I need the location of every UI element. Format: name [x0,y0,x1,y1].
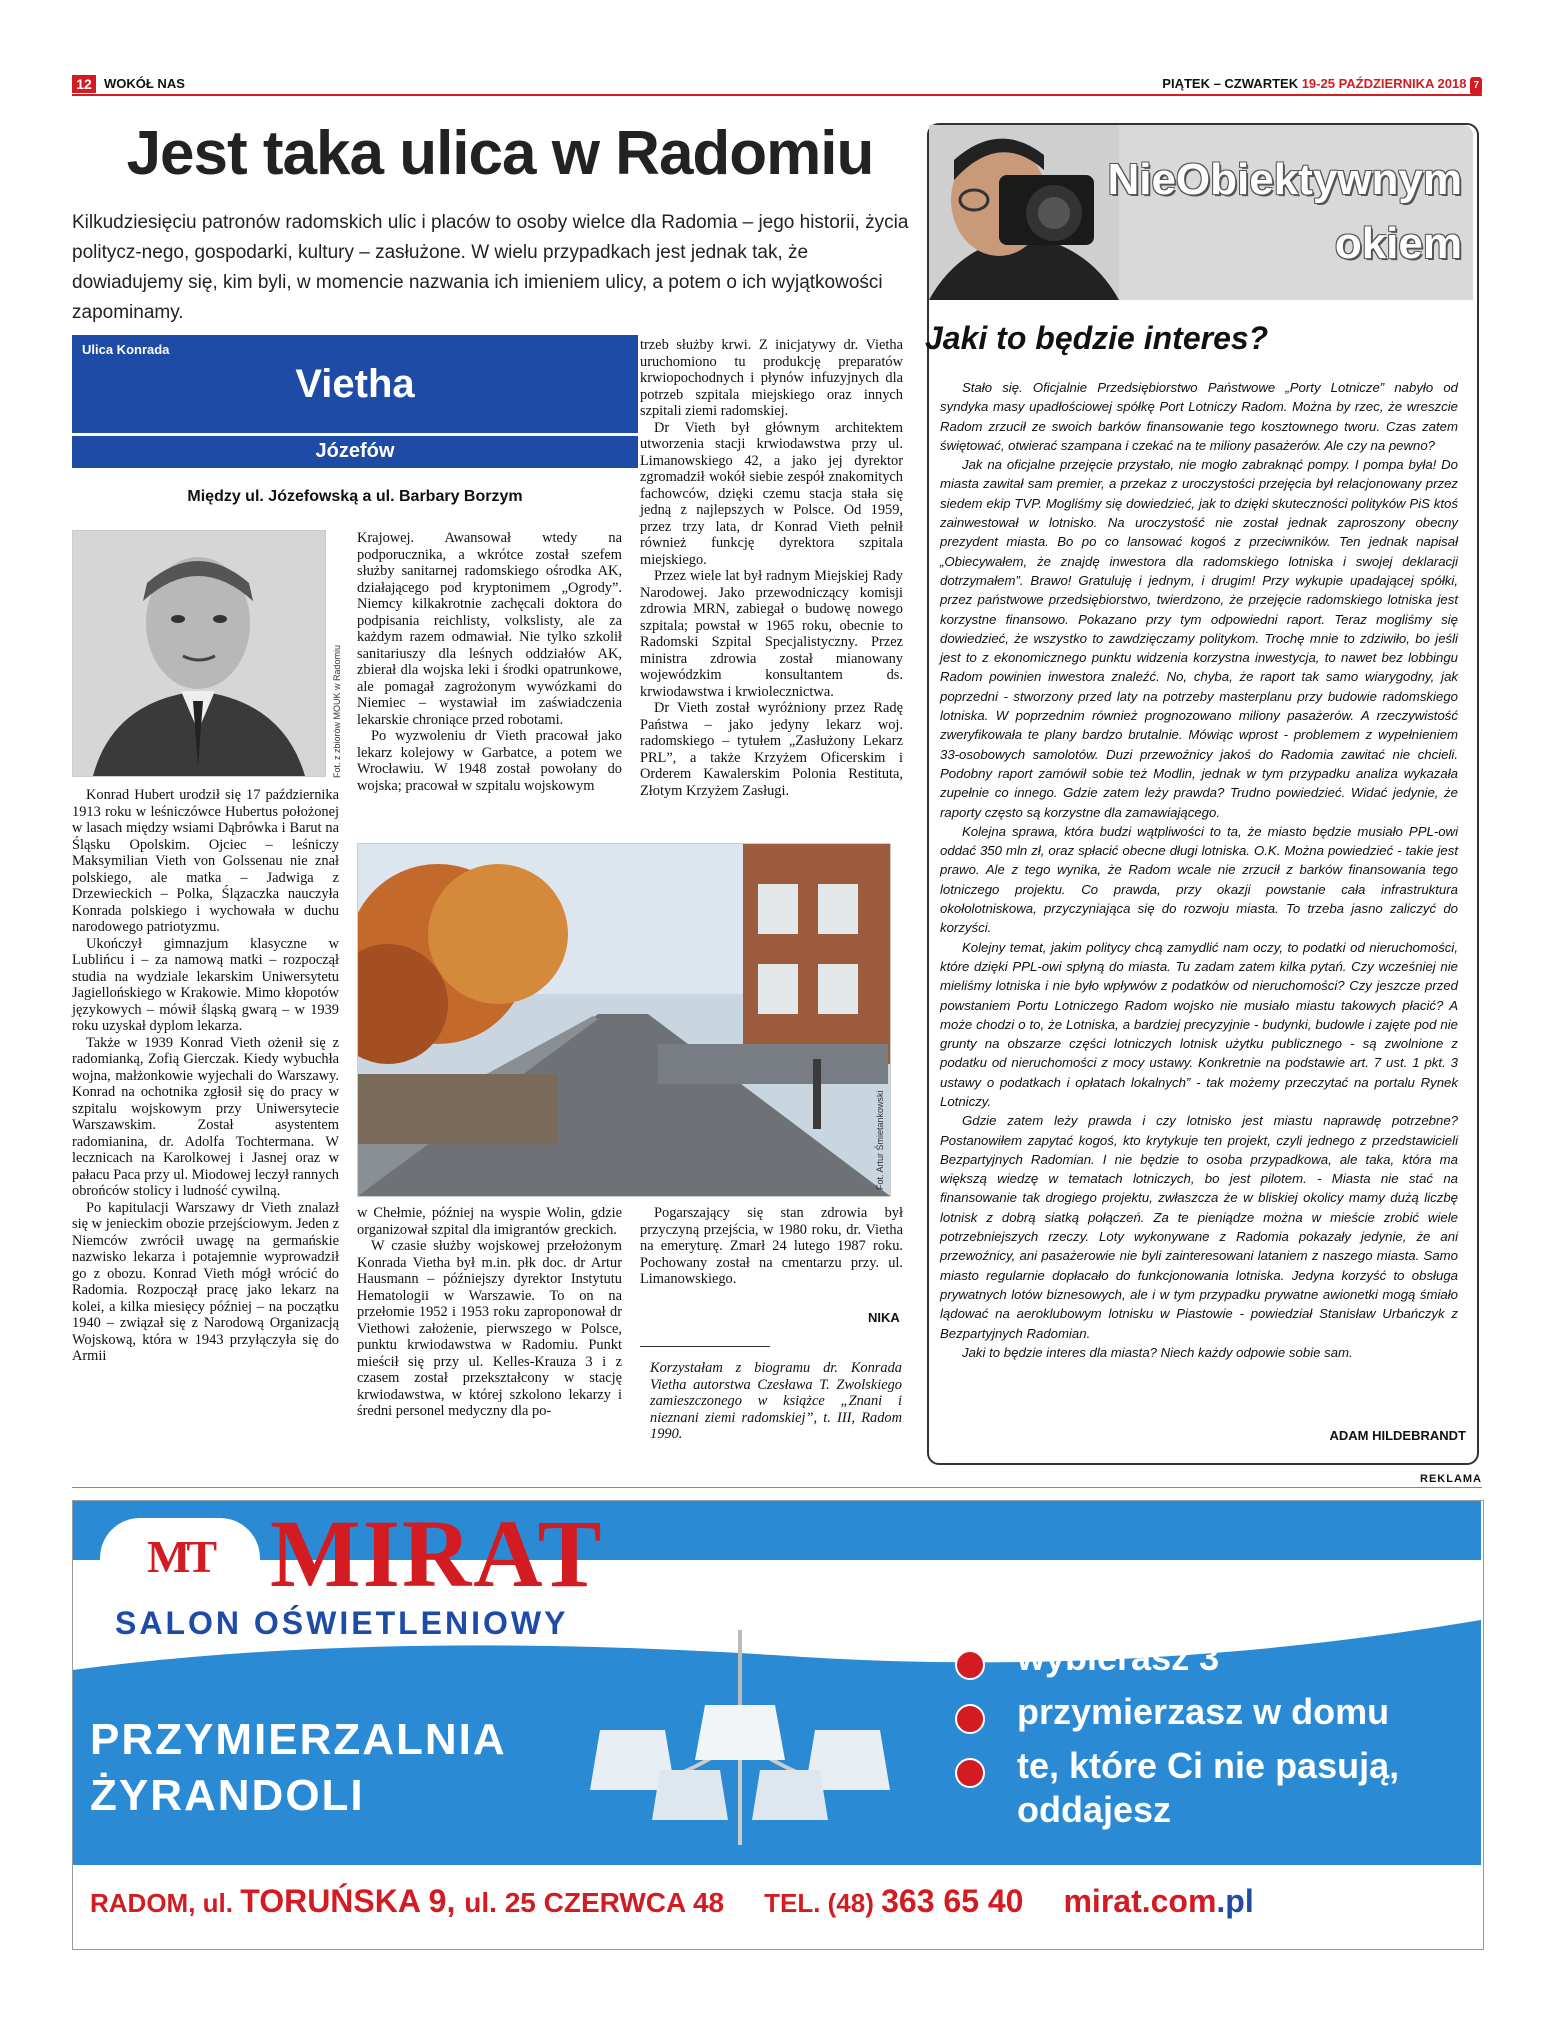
section-name: WOKÓŁ NAS [104,76,185,91]
ad-bullet [955,1744,1457,1832]
ad-bullet-text: wybierasz 3 [1017,1637,1220,1678]
opinion-banner-line-1: NieObiektywnym [1107,155,1462,204]
portrait-illustration [73,531,325,776]
ad-headline-line-1: PRZYMIERZALNIA [90,1715,507,1764]
paragraph: trzeb służby krwi. Z inicjatywy dr. Vietha uruchomiono tu produkcję preparatów krwiopochodnych i płynów infuzyjnych dla potrzeb szpitala miejskiego oraz innych szpitali ziemi radomskiej. [640,337,903,419]
article-column-2-bottom [357,1205,622,1420]
article-lead: Kilkudziesięciu patronów radomskich ulic i placów to osoby wielce dla Radomia – jego historii, życia politycz-nego, gospodarki, kultury – zasłużone. W wielu przypadkach jest jednak tak, że dowiadujemy się, kim byli, w momencie nazwania ich imieniem ulicy, a potem o ich wyjątkowości zapominamy. [72,212,909,323]
advertisement-rule [72,1487,1482,1488]
portrait-photo [72,530,326,777]
date-prefix: PIĄTEK – CZWARTEK [1162,76,1302,91]
article-column-3-top [640,337,903,799]
ad-brand-name: MIRAT [270,1500,604,1607]
page-number: 12 [72,75,96,93]
ad-headline-line-2: ŻYRANDOLI [90,1771,365,1820]
ad-address-street-2: ul. 25 CZERWCA 48 [464,1887,725,1918]
chandelier-icon [590,1630,890,1870]
paragraph: Stało się. Oficjalnie Przedsiębiorstwo Państwowe „Porty Lotnicze” nabyło od syndyka masy upadłościowej spółkę Port Lotniczy Radom. Można by rzec, że wreszcie Radom zrzucił ze swoich barków finansowanie tego kosztownego tworu. Czas zatem świętować, otwierać szampana i czekać na te miliony pasażerów. Ale czy na pewno? [940,380,1458,453]
paragraph: Gdzie zatem leży prawda i czy lotnisko jest miastu naprawdę potrzebne? Postanowiłem zapytać kogoś, kto krytykuje ten projekt, czyli jednego z przedstawicieli Bezpartyjnych Radomian. I nie będzie to osoba przypadkowa, ale taka, która ma większą wiedzę w tematach lotniczych, bo jest pilotem. - Miasta nie stać na finansowanie tak drogiego projektu, zwłaszcza że w bliskiej okolicy mamy dużą liczbę lotnisk z dobrą siatką połączeń. Za te pieniądze można w mieście zrobić wiele potrzebniejszych rzeczy. Loty wykonywane z Radomia pokazały jedynie, że ani przewoźnicy, ani pasażerowie nie byli zainteresowani lataniem z naszego miasta. Samo miasto regularnie dopłacało do funkcjonowania lotniska. Jedyna korzyść to obsługa prywatnych lotów biznesowych, ale i w tym przypadku prywatne awionetki mogą śmiało lądować na aeroklubowym lotnisku w Piastowie - powiedział Stanisław Urbańczyk z Bezpartyjnych Radomian. [940,1113,1458,1341]
dateline [1162,75,1482,95]
ad-bullet-text: te, które Ci nie pasują, oddajesz [1017,1745,1400,1830]
ad-contact-line[interactable] [90,1883,1254,1920]
street-sign-small-label: Ulica Konrada [82,342,170,357]
street-photo [357,843,891,1197]
paragraph: Ukończył gimnazjum klasyczne w Lublińcu i – za namową matki – rozpoczął studia na wydziale lekarskim Uniwersytetu Jagiellońskiego w Krakowie. Mimo kłopotów językowych – mówił śląską gwarą – w 1939 roku uzyskał dyplom lekarza. [72,935,339,1034]
ad-logo-box [100,1518,260,1596]
opinion-author: ADAM HILDEBRANDT [1329,1428,1466,1443]
ad-tagline: SALON OŚWIETLENIOWY [115,1605,569,1641]
ad-phone-label: TEL. (48) [764,1888,882,1918]
paragraph: Dr Vieth został wyróżniony przez Radę Państwa – jako jedyny lekarz woj. radomskiego – tytułem „Zasłużony Lekarz PRL”, a także Krzyżem Oficerskim i Orderem Kawalerskim Polonia Restituta, Złotym Krzyżem Zasługi. [640,700,903,799]
bullet-dot-icon [955,1758,985,1788]
paragraph: Dr Vieth był głównym architektem utworzenia stacji krwiodawstwa przy ul. Limanowskiego 42, a jako jej dyrektor zgromadził wokół siebie zespół znakomitych fachowców, dzięki czemu stacja stała się jedną z najlepszych w Polsce. Od 1959, przez trzy lata, dr Konrad Vieth pełnił również funkcję dyrektora szpitala miejskiego. [640,419,903,568]
street-illustration [358,844,890,1196]
ad-website-tld: .pl [1216,1883,1254,1919]
ad-bullet-text: przymierzasz w domu [1017,1691,1390,1732]
ad-phone: 363 65 40 [881,1883,1024,1919]
photographer-illustration [929,125,1119,300]
street-sign-district: Józefów [72,433,638,466]
paragraph: Pogarszający się stan zdrowia był przyczyną przejścia, w 1980 roku, dr. Vietha na emeryturę. Zmarł 24 lutego 1987 roku. Pochowany został na cmentarzu przy. ul. Limanowskiego. [640,1205,903,1287]
author-photo [929,125,1119,300]
street-sign-name: Vietha [295,362,415,406]
paragraph: Przez wiele lat był radnym Miejskiej Rady Narodowej. Jako przewodniczący komisji zdrowia MRN, zabiegał o budowę nowego szpitala; powstał w 1965 roku, obecnie to Radomski Szpital Specjalistyczny. Przez ministra zdrowia został mianowany wojewódzkim konsultantem ds. krwiodawstwa i krwiolecznictwa. [640,568,903,700]
bullet-dot-icon [955,1650,985,1680]
bullet-dot-icon [955,1704,985,1734]
ad-bullet [955,1636,1457,1680]
ad-bullet-list [955,1636,1457,1832]
advertisement-label: REKLAMA [1420,1473,1482,1485]
article-column-2-top [357,530,622,794]
paragraph: Po wyzwoleniu dr Vieth pracował jako lekarz kolejowy w Garbatce, a potem we Wrocławiu. W 1948 został powołany do wojska; pracował w szpitalu wojskowym [357,728,622,794]
opinion-title: Jaki to będzie interes? [925,320,1269,356]
source-note: Korzystałam z biogramu dr. Konrada Vietha autorstwa Czesława T. Zwolskiego zamieszczonego w książce „Znani i nieznani ziemi radomskiej”, t. III, Radom 1990. [650,1360,902,1442]
paragraph: Krajowej. Awansował wtedy na podporucznika, a wkrótce został szefem służby sanitarnej radomskiego ośrodka AK, działającego pod kryptonimem „Ogrody”. Niemcy kilkakrotnie zachęcali doktora do podpisania reichlisty, volkslisty, ale za każdym razem odmawiał. Nie tylko szkolił sanitariuszy dla leśnych oddziałów AK, zbierał dla wojska leki i środki opatrunkowe, ale pomagał zagrożonym wywózkami do Niemiec – wystawiał im zaświadczenia lekarskie chroniące przed robotami. [357,530,622,728]
opinion-body [940,378,1458,1362]
header-rule [72,94,1482,96]
paragraph: Po kapitulacji Warszawy dr Vieth znalazł się w jenieckim obozie przejściowym. Jeden z Niemców zwrócił uwagę na germańskie nazwisko lekarza i potajemnie wyprowadził go z obozu. Konrad Vieth mógł wrócić do Radomia. Rozpoczął pracę jako lekarz na kolei, a kilka miesięcy później – na początku 1940 – związał się z Narodową Organizacją Wojskową, która w 1943 przyłączyła się do Armii [72,1199,339,1364]
paragraph: W czasie służby wojskowej przełożonym Konrada Vietha był m.in. płk doc. dr Artur Hausmann – późniejszy dyrektor Instytutu Hematologii w Warszawie. To on na przełomie 1952 i 1953 roku zaproponował dr Viethowi założenie, pierwszego w Polsce, punktu krwiodawstwa w Radomiu. Punkt mieścił się przy ul. Kelles-Krauza 3 i z czasem został przekształcony w stację krwiodawstwa, w której szkolono lekarzy i średni personel medyczny dla po- [357,1238,622,1419]
ad-bullet [955,1690,1457,1734]
street-location-subhead: Między ul. Józefowską a ul. Barbary Borzym [187,488,523,505]
ad-headline [90,1712,507,1824]
paragraph: Kolejny temat, jakim politycy chcą zamydlić nam oczy, to podatki od nieruchomości, które dzięki PPL-owi spłyną do miasta. Tu zadam zatem kilka pytań. Czy wcześniej nie mieliśmy lotniska i nie było wpływów z podatków od nieruchomości? Czy jeszcze przed powstaniem Portu Lotniczego Radom wojsko nie musiało miastu takowych płacić? A może chodzi o to, że Lotniska, a bardziej precyzyjnie - budynki, budowle i zajęte pod nie grunty na obszarze części lotniczych lotnisk użytku publicznego - są zwolnione z podatku od nieruchomości z mocy ustawy. Konkretnie na podstawie art. 7 ust. 1 pkt. 3 ustawy o podatkach i opłatach lokalnych” - tak możemy przeczytać na portalu Rynek Lotniczy. [940,939,1458,1109]
article-column-1 [72,787,339,1365]
article-headline: Jest taka ulica w Radomiu [126,119,874,188]
paragraph: Także w 1939 Konrad Vieth ożenił się z radomianką, Zofią Gierczak. Kiedy wybuchła wojna, małżonkowie wyjechali do Warszawy. Konrad na ochotnika zgłosił się do pracy w szpitalu wojskowym przy Uniwersytecie Warszawskim. Został asystentem radomianina, dr. Adolfa Tochtermana. W lecznicach na Karolkowej i Jasnej oraz w pałacu Paca przy ul. Miodowej leczył rannych obrońców stolicy i ludność cywilną. [72,1034,339,1199]
street-photo-credit: Fot. Artur Śmietankowski [875,1090,885,1190]
paragraph: Jaki to będzie interes dla miasta? Niech każdy odpowie sobie sam. [962,1344,1353,1360]
ad-address-street-1: TORUŃSKA 9, [240,1883,465,1919]
paragraph: Konrad Hubert urodził się 17 października 1913 roku w leśniczówce Hubertus położonej w lasach między wsiami Dąbrówka i Barut na Śląsku Opolskim. Ojciec – leśniczy Maksymilian Vieth von Golssenau nie znał polskiego, ale matka – Jadwiga z Drzewieckich – Polka, Ślązaczka nauczyła Konrada polskiego i wychowała w duchu narodowego patriotyzmu. [72,787,339,935]
note-divider [640,1346,770,1347]
paragraph: Jak na oficjalne przejęcie przystało, nie mogło zabraknąć pompy. I pompa była! Do miasta zawitał sam premier, a przekaz z uroczystości przejęcia był relacjonowany przez siedem ekip TVP. Mogliśmy się dowiedzieć, jak to dzięki skuteczności polityków PiS ktoś zainwestował w lotnisko. Na uroczystość nie został jednak zaproszony obecny prezydent miasta. Bo po co lansować kogoś z przeciwników. Ten jednak napisał „Obiecywałem, że znajdę inwestora dla radomskiego lotniska i swojej deklaracji dotrzymałem”. Brawo! Gratuluję i jednym, i drugim! Przy wykupie upadającej spółki, przez państwowe przedsiębiorstwo, twierdzono, że przejęcie radomskiego lotniska jest korzystne finansowo. Pokazano przy tym odpowiedni raport. Teraz mogliśmy się dowiedzieć, że wszystko to zawdzięczamy politykom. Trochę mnie to zdziwiło, bo jeśli jest to z ekonomicznego punktu widzenia korzystna inwestycja, to nawet bez lobbingu Radom powinien inwestora znaleźć. No, chyba, że raport tak samo wiarygodny, jak poprzedni - stworzony przed laty na potrzeby masterplanu przy budowie radomskiego lotniska. W poprzednim również prognozowano miliony pasażerów. A rzeczywistość zweryfikowała te plany bardzo brutalnie. Mówiąc wprost - problemem z wypełnieniem 33-osobowych samolotów. Duzi przewoźnicy jakoś do Radomia zawitać nie chcieli. Podobny raport zamówił sobie też Modlin, jednak w tym przypadku analiza wykazała zupełnie co innego. Gdzie zatem leży prawda? Trudno powiedzieć. Widać jedynie, że raporty często są korzystne dla zamawiającego. [940,457,1458,820]
article-signature: NIKA [868,1310,900,1325]
date-range: 19-25 PAŹDZIERNIKA 2018 [1301,76,1467,91]
ad-logo-letters: MT [146,1531,214,1582]
paragraph: w Chełmie, później na wyspie Wolin, gdzie organizował szpital dla imigrantów greckich. [357,1205,622,1238]
opinion-banner-title [1107,148,1462,276]
paragraph: Kolejna sprawa, która budzi wątpliwości to ta, że miasto będzie musiało PPL-owi oddać 350 mln zł, oraz spłacić obecne długi lotniska. O.K. Można powiedzieć - takie jest prawo. Ale z tego wynika, że Radom wcale nie zrzucił z barków finansowania tego lotniczego projektu. Co prawda, przy okazji powstanie cała infrastruktura okołolotniskowa, przyczyniająca się do rozwoju miasta. To trzeba jasno zaliczyć do korzyści. [940,823,1458,936]
article-column-3-bottom [640,1205,903,1288]
portrait-credit: Fot. z zbiorów MOUK w Radomiu [332,644,342,778]
newspaper-logo-icon: 7 [1470,77,1482,95]
ad-website[interactable]: mirat.com [1063,1883,1217,1919]
ad-address-prefix: RADOM, ul. [90,1888,241,1918]
opinion-banner-line-2: okiem [1334,219,1462,268]
